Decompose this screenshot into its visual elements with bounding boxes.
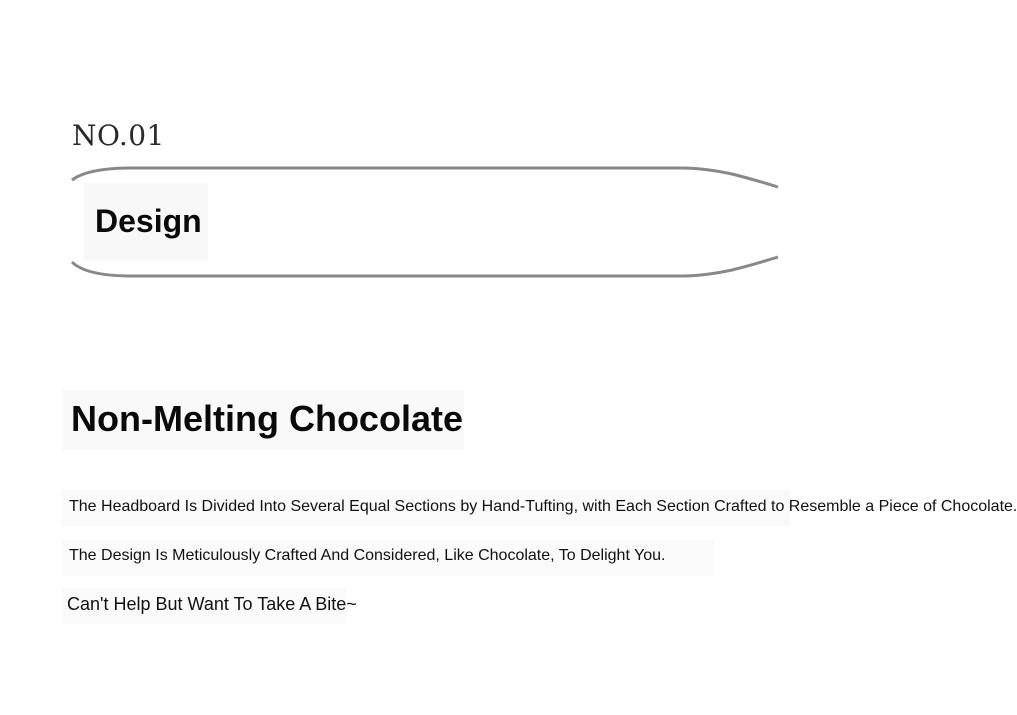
design-heading-pill (72, 167, 778, 279)
description-line: The Design Is Meticulously Crafted And Considered, Like Chocolate, To Delight You. (69, 547, 666, 564)
product-title: Non-Melting Chocolate (71, 398, 463, 439)
section-heading: Design (95, 203, 202, 239)
tagline: Can't Help But Want To Take A Bite~ (67, 594, 357, 614)
section-number: NO.01 (72, 119, 165, 152)
description-line: The Headboard Is Divided Into Several Equal Sections by Hand-Tufting, with Each Section Crafted to Resemble a Piece of Chocolate. (69, 498, 1017, 515)
